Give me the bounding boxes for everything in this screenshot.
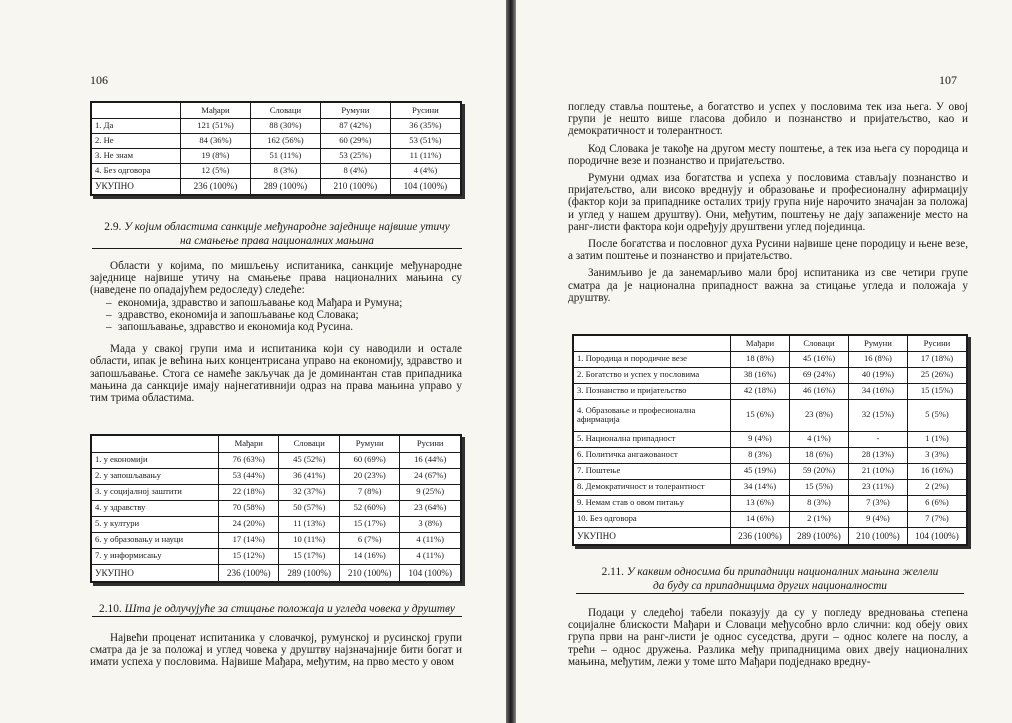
value-cell: 4 (11%) [400, 548, 461, 564]
value-cell: 60 (29%) [320, 133, 390, 148]
value-cell: 87 (42%) [320, 118, 390, 133]
table-row [91, 118, 461, 133]
value-cell: 1 (1%) [907, 431, 967, 447]
header-cell: Мађари [181, 102, 251, 118]
table-row [91, 148, 461, 163]
value-cell: 4 (11%) [400, 532, 461, 548]
header-cell: Румуни [848, 335, 907, 351]
row-label-cell: 1. Да [91, 118, 181, 133]
paragraph: Области у којима, по мишљењу испитаника, санкције међународне заједнице највише утичу на смањење права националних мањина су (наведене по опадајућем редоследу) следеће: [90, 260, 462, 297]
value-cell: 46 (16%) [789, 383, 848, 399]
value-cell: 15 (17%) [279, 548, 339, 564]
table-header-row [91, 435, 461, 452]
value-cell: 8 (3%) [789, 495, 848, 511]
value-cell: 12 (5%) [181, 163, 251, 178]
value-cell: 18 (6%) [789, 447, 848, 463]
table-row [573, 431, 967, 447]
header-cell: Словаци [789, 335, 848, 351]
list-item: – економија, здравство и запошљавање код Мађара и Румуна; [106, 296, 403, 309]
value-cell: 17 (18%) [907, 351, 967, 367]
value-cell: 8 (3%) [250, 163, 320, 178]
value-cell: 20 (23%) [339, 468, 399, 484]
table-row [573, 351, 967, 367]
row-label-cell: 5. у култури [91, 516, 219, 532]
table-total-row [91, 564, 461, 582]
heading-line: на смањење права националних мањина [180, 235, 374, 247]
value-cell: 7 (7%) [907, 511, 967, 527]
row-label-cell: 1. у економији [91, 452, 219, 468]
table-row [573, 383, 967, 399]
value-cell: 88 (30%) [250, 118, 320, 133]
value-cell: 40 (19%) [848, 367, 907, 383]
paragraph: Мада у свакој групи има и испитаника који су наводили и остале области, ипак је већина њих концентрисана управо на економију, здравство и запошљавање. Стога се намеће закључак да је доминантан став припадника мањина да санкције имају најнегативнији одраз на права мањина управо у тим трима областима. [90, 343, 462, 405]
row-label-cell: 1. Породица и породичне везе [573, 351, 731, 367]
value-cell: 11 (11%) [390, 148, 461, 163]
row-label-cell: 4. Без одговора [91, 163, 181, 178]
table-row [573, 479, 967, 495]
value-cell: 9 (4%) [731, 431, 790, 447]
value-cell: 50 (57%) [279, 500, 339, 516]
table-row [91, 484, 461, 500]
row-label-cell: 6. у образовању и науци [91, 532, 219, 548]
body-text-2-10 [90, 632, 462, 669]
value-cell: 15 (5%) [789, 479, 848, 495]
value-cell: 23 (11%) [848, 479, 907, 495]
heading-line: У каквим односима би припадници националних мањина желели [626, 566, 939, 578]
table-row [573, 399, 967, 431]
heading-number: 2.10. [99, 603, 122, 615]
table-row [91, 452, 461, 468]
total-value-cell: 236 (100%) [181, 178, 251, 195]
row-label-cell: 2. Богатство и успех у пословима [573, 367, 731, 383]
table-row [573, 367, 967, 383]
value-cell: 59 (20%) [789, 463, 848, 479]
page-number: 107 [939, 73, 957, 87]
value-cell: 6 (6%) [907, 495, 967, 511]
header-cell: Мађари [731, 335, 790, 351]
value-cell: 24 (20%) [219, 516, 279, 532]
total-value-cell: 210 (100%) [339, 564, 399, 582]
total-value-cell: 236 (100%) [731, 527, 790, 545]
header-cell-empty [91, 435, 219, 452]
value-cell: 22 (18%) [219, 484, 279, 500]
heading-line: Шта је одлучујуће за стицање положаја и угледа човека у друштву [124, 603, 455, 615]
value-cell: 60 (69%) [339, 452, 399, 468]
value-cell: 34 (16%) [848, 383, 907, 399]
row-label-cell: 3. у социјалној заштити [91, 484, 219, 500]
value-cell: 7 (3%) [848, 495, 907, 511]
value-cell: 45 (52%) [279, 452, 339, 468]
total-label-cell: УКУПНО [573, 527, 731, 545]
row-label-cell: 2. у запошљавању [91, 468, 219, 484]
total-label-cell: УКУПНО [91, 178, 181, 195]
value-cell: 18 (8%) [731, 351, 790, 367]
header-cell-empty [91, 102, 181, 118]
paragraph: Подаци у следећој табели показују да су у погледу вредновања степена социјалне блискости Мађари и Словаци међусобно врло слични: код обеју ових група први на ранг-листи је однос суседства, други – однос колеге на послу, а трећи – однос дружења. Разлика међу припадницима ових двеју националних мањина, међутим, лежи у томе што Мађари подједнако вредну- [568, 607, 968, 668]
value-cell: 34 (14%) [731, 479, 790, 495]
value-cell: 15 (15%) [907, 383, 967, 399]
value-cell: 19 (8%) [181, 148, 251, 163]
header-cell: Словаци [250, 102, 320, 118]
table-row [91, 516, 461, 532]
header-cell: Румуни [339, 435, 399, 452]
total-value-cell: 210 (100%) [848, 527, 907, 545]
value-cell: 121 (51%) [181, 118, 251, 133]
value-cell: 25 (26%) [907, 367, 967, 383]
row-label-cell: 5. Национална припадност [573, 431, 731, 447]
table-row [573, 511, 967, 527]
value-cell: 9 (25%) [400, 484, 461, 500]
value-cell: 32 (37%) [279, 484, 339, 500]
value-cell: 16 (16%) [907, 463, 967, 479]
row-label-cell: 7. Поштење [573, 463, 731, 479]
value-cell: 2 (2%) [907, 479, 967, 495]
header-cell: Мађари [219, 435, 279, 452]
header-cell-empty [573, 335, 731, 351]
value-cell: 8 (3%) [731, 447, 790, 463]
table-total-row [91, 178, 461, 195]
table-yes-no [90, 101, 462, 196]
table-header-row [91, 102, 461, 118]
list-item-text: здравство, економија и запошљавање код Словака; [118, 308, 359, 321]
value-cell: 38 (16%) [731, 367, 790, 383]
row-label-cell: 2. Не [91, 133, 181, 148]
value-cell: 45 (16%) [789, 351, 848, 367]
total-value-cell: 104 (100%) [907, 527, 967, 545]
section-heading-2-10 [92, 602, 462, 617]
header-cell: Русини [400, 435, 461, 452]
table-row [91, 468, 461, 484]
paragraph: Румуни одмах иза богатства и успеха у пословима стављају познанство и пријатељство, али високо вреднују и образовање и професионалну афирмацију (фактор који за припаднике осталих трију група није нарочито значајан за положај и углед у нашем друштву). Они, међутим, поштењу не дају запаженије место на ранг-листи фактора који одређују друштвени углед појединца. [568, 172, 968, 233]
page-number: 106 [90, 73, 108, 87]
body-text-2-10-cont [568, 101, 968, 304]
header-cell: Словаци [279, 435, 339, 452]
table-sanctions-areas [90, 434, 462, 583]
right-page [516, 0, 1012, 723]
header-cell: Русини [390, 102, 461, 118]
table-row [573, 463, 967, 479]
body-text-2-11 [568, 607, 968, 668]
value-cell: 162 (56%) [250, 133, 320, 148]
value-cell: 14 (16%) [339, 548, 399, 564]
value-cell: 42 (18%) [731, 383, 790, 399]
section-heading-2-11 [576, 565, 964, 594]
row-label-cell: 6. Политичка ангажованост [573, 447, 731, 463]
table-row [91, 532, 461, 548]
total-value-cell: 289 (100%) [250, 178, 320, 195]
row-label-cell: 3. Не знам [91, 148, 181, 163]
list-item: – запошљавање, здравство и економија код Русина. [106, 321, 354, 334]
value-cell: 9 (4%) [848, 511, 907, 527]
value-cell: 7 (8%) [339, 484, 399, 500]
value-cell: - [848, 431, 907, 447]
heading-line: да буду са припадницима других националности [653, 580, 887, 592]
value-cell: 53 (25%) [320, 148, 390, 163]
value-cell: 11 (13%) [279, 516, 339, 532]
list-item-text: запошљавање, здравство и економија код Русина. [118, 321, 354, 334]
value-cell: 69 (24%) [789, 367, 848, 383]
book-gutter [506, 0, 516, 723]
value-cell: 36 (35%) [390, 118, 461, 133]
row-label-cell: 8. Демократичност и толерантност [573, 479, 731, 495]
row-label-cell: 4. Образовање и професионална афирмација [573, 399, 731, 431]
heading-line: У којим областима санкције међународне заједнице највише утичу [124, 221, 450, 233]
value-cell: 21 (10%) [848, 463, 907, 479]
value-cell: 53 (44%) [219, 468, 279, 484]
body-text-2-9 [90, 260, 462, 404]
value-cell: 17 (14%) [219, 532, 279, 548]
section-heading-2-9 [92, 220, 462, 249]
value-cell: 15 (6%) [731, 399, 790, 431]
heading-number: 2.9. [104, 221, 122, 233]
value-cell: 8 (4%) [320, 163, 390, 178]
table-total-row [573, 527, 967, 545]
list-item: – здравство, економија и запошљавање код Словака; [106, 308, 359, 321]
value-cell: 5 (5%) [907, 399, 967, 431]
heading-number: 2.11. [601, 566, 624, 578]
value-cell: 76 (63%) [219, 452, 279, 468]
table-row [91, 133, 461, 148]
value-cell: 45 (19%) [731, 463, 790, 479]
paragraph: После богатства и пословног духа Русини највише цене породицу и њене везе, а затим поштење и познанство и пријатељство. [568, 238, 968, 263]
value-cell: 16 (8%) [848, 351, 907, 367]
row-label-cell: 7. у информисању [91, 548, 219, 564]
bullet-list [90, 297, 462, 334]
row-label-cell: 4. у здравству [91, 500, 219, 516]
header-cell: Румуни [320, 102, 390, 118]
table-row [91, 163, 461, 178]
value-cell: 3 (8%) [400, 516, 461, 532]
table-row [91, 548, 461, 564]
value-cell: 4 (4%) [390, 163, 461, 178]
table-row [573, 447, 967, 463]
value-cell: 70 (58%) [219, 500, 279, 516]
table-header-row [573, 335, 967, 351]
value-cell: 23 (8%) [789, 399, 848, 431]
row-label-cell: 9. Немам став о овом питању [573, 495, 731, 511]
table-status-factors [572, 334, 968, 546]
value-cell: 23 (64%) [400, 500, 461, 516]
header-cell: Русини [907, 335, 967, 351]
total-value-cell: 210 (100%) [320, 178, 390, 195]
value-cell: 51 (11%) [250, 148, 320, 163]
total-value-cell: 236 (100%) [219, 564, 279, 582]
total-value-cell: 104 (100%) [390, 178, 461, 195]
value-cell: 13 (6%) [731, 495, 790, 511]
paragraph: Код Словака је такође на другом месту поштење, а тек иза њега су породица и породичне везе и познанство и пријатељство. [568, 142, 968, 167]
value-cell: 28 (13%) [848, 447, 907, 463]
total-label-cell: УКУПНО [91, 564, 219, 582]
value-cell: 6 (7%) [339, 532, 399, 548]
paragraph: Највећи проценат испитаника у словачкој, румунској и русинској групи сматра да је за положај и углед човека у друштву најзначајније бити богат и имати успеха у пословима. Највише Мађара, међутим, на прво место у овом [90, 632, 462, 669]
value-cell: 4 (1%) [789, 431, 848, 447]
table-row [91, 500, 461, 516]
list-item-text: економија, здравство и запошљавање код Мађара и Румуна; [118, 296, 403, 309]
total-value-cell: 104 (100%) [400, 564, 461, 582]
paragraph: Занимљиво је да занемарљиво мали број испитаника из све четири групе сматра да је национална припадност важна за стицање угледа и положаја у друштву. [568, 267, 968, 304]
row-label-cell: 10. Без одговора [573, 511, 731, 527]
value-cell: 15 (17%) [339, 516, 399, 532]
value-cell: 14 (6%) [731, 511, 790, 527]
value-cell: 53 (51%) [390, 133, 461, 148]
value-cell: 24 (67%) [400, 468, 461, 484]
row-label-cell: 3. Познанство и пријатељство [573, 383, 731, 399]
value-cell: 84 (36%) [181, 133, 251, 148]
table-row [573, 495, 967, 511]
value-cell: 32 (15%) [848, 399, 907, 431]
value-cell: 10 (11%) [279, 532, 339, 548]
value-cell: 52 (60%) [339, 500, 399, 516]
value-cell: 2 (1%) [789, 511, 848, 527]
value-cell: 15 (12%) [219, 548, 279, 564]
value-cell: 3 (3%) [907, 447, 967, 463]
total-value-cell: 289 (100%) [789, 527, 848, 545]
paragraph: погледу ставља поштење, а богатство и успех у пословима тек иза њега. У овој групи је нешто више гласова добило и познанство и пријатељство, као и демократичност и толерантност. [568, 101, 968, 138]
value-cell: 16 (44%) [400, 452, 461, 468]
total-value-cell: 289 (100%) [279, 564, 339, 582]
value-cell: 36 (41%) [279, 468, 339, 484]
